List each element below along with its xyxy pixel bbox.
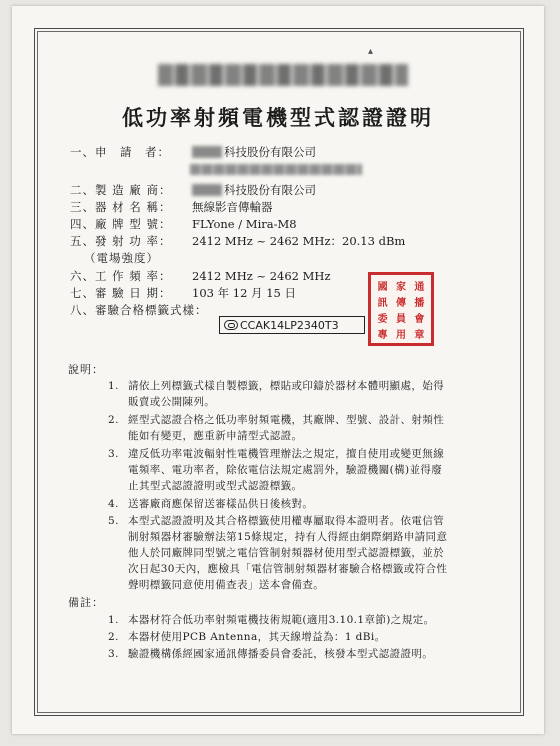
remark-item: 3. 驗證機構係經國家通訊傳播委員會委託，核發本型式認證證明。 <box>108 648 434 660</box>
redacted-address <box>190 164 362 175</box>
ncc-logo-icon <box>224 320 238 330</box>
official-seal-stamp: 國 家 通 訊 傳 播 委 員 會 專 用 章 <box>368 272 434 346</box>
field-transmit-power <box>70 233 405 249</box>
field-label: 六、工 作 頻 率： <box>70 269 172 283</box>
field-applicant <box>70 144 316 160</box>
power-sublabel: （電場強度） <box>84 251 159 265</box>
inner-border <box>37 31 521 713</box>
remarks-heading: 備註： <box>68 596 104 609</box>
corner-mark: ▴ <box>368 46 374 57</box>
field-value: 科技股份有限公司 <box>224 183 316 197</box>
field-manufacturer <box>70 182 316 198</box>
field-label: 一、申 請 者： <box>70 145 170 159</box>
remark-item: 2. 本器材使用PCB Antenna，其天線增益為：1 dBi。 <box>108 631 386 643</box>
field-value: 無線影音傳輸器 <box>192 200 273 214</box>
field-operating-frequency <box>70 268 331 284</box>
field-value: 科技股份有限公司 <box>224 145 316 159</box>
certificate-title: 低功率射頻電機型式認證證明 <box>122 106 434 130</box>
field-label: 八、審驗合格標籤式樣： <box>70 303 208 317</box>
field-value: 2412 MHz ~ 2462 MHz <box>192 269 331 283</box>
note-item: 3. 違反低功率電波輻射性電機管理辦法之規定，擅自使用或變更無線電頻率、電功率者，除依電信法規定處罰外，驗證機關(構)並得廢止其型式認證證明或型式認證標籤。 <box>108 448 445 492</box>
certificate-page <box>12 6 544 734</box>
remark-item: 1. 本器材符合低功率射頻電機技術規範(適用3.10.1章節)之規定。 <box>108 614 435 626</box>
redacted-issuer-header <box>158 64 408 86</box>
notes-heading: 說明： <box>68 363 104 376</box>
approval-label-code: CCAK14LP2340T3 <box>240 318 339 332</box>
field-value: 2412 MHz ~ 2462 MHz：20.13 dBm <box>192 234 406 248</box>
field-label: 三、器 材 名 稱： <box>70 200 172 214</box>
field-label: 二、製 造 廠 商： <box>70 183 172 197</box>
approval-label-box <box>219 316 365 334</box>
redacted-company-name <box>192 184 222 196</box>
field-label: 四、廠 牌 型 號： <box>70 217 172 231</box>
note-item: 4. 送審廠商應保留送審樣品供日後核對。 <box>108 498 314 510</box>
field-label-sample <box>70 302 208 318</box>
redacted-company-name <box>192 146 222 158</box>
field-value: 103 年 12 月 15 日 <box>192 286 296 300</box>
field-equipment-name <box>70 199 273 215</box>
field-label: 五、發 射 功 率： <box>70 234 172 248</box>
field-label: 七、審 驗 日 期： <box>70 286 172 300</box>
note-item: 1. 請依上列標籤式樣自製標籤，標貼或印鑄於器材本體明顯處，始得販賣或公開陳列。 <box>108 380 445 408</box>
field-value: FLYone / Mira-M8 <box>192 217 297 231</box>
field-review-date <box>70 285 296 301</box>
note-item: 2. 經型式認證合格之低功率射頻電機，其廠牌、型號、設計、射頻性能如有變更，應重新申請型式認證。 <box>108 414 445 442</box>
note-item: 5. 本型式認證證明及其合格標籤使用權專屬取得本證明者。依電信管制射頻器材審驗辦法第15條規定，持有人得經由網際網路申請同意他人於同廠牌同型號之電信管制射頻器材使用型式認證標籤，並於次日起30天內，應檢具「電信管制射頻器材審驗合格標籤或符合性聲明標籤同意使用備查表」送本會備查。 <box>108 515 448 591</box>
field-brand-model <box>70 216 297 232</box>
